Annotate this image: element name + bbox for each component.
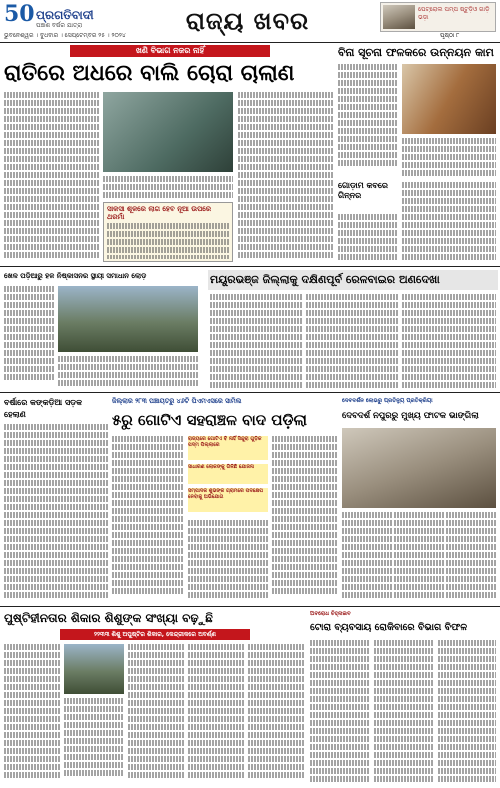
- story-kicker: ୨୨୩୩ ଶିଶୁ ଅପୁଷ୍ଟିର ଶିକାର, କେନ୍ଦ୍ରୀକରେ ଅବର୍ଣ୍ଣ: [60, 629, 250, 640]
- story-body: [338, 64, 398, 174]
- story-headline: ପୁଷ୍ଟିହୀନତାର ଶିକାର ଶିଶୁଙ୍କ ସଂଖ୍ୟା ବଢ଼ୁଛି: [4, 611, 213, 625]
- story-body: [188, 520, 268, 602]
- story-body: [310, 640, 370, 784]
- story-body: [402, 182, 496, 262]
- divider: [0, 606, 500, 607]
- masthead: [0, 0, 500, 42]
- story-body: [374, 640, 434, 784]
- divider: [0, 392, 500, 393]
- story-headline: ମୟୂରଭଞ୍ଜ ଜିଲ୍ଲାକୁ ଦକ୍ଷିଣପୂର୍ବ ରେଳବାଇର ଅଣଦେଖା: [210, 273, 440, 286]
- ad-photo: [383, 5, 415, 29]
- story-body: [112, 436, 184, 602]
- story-body: [394, 512, 444, 602]
- story-kicker: ଖଣି ବିଭାଗ ନଜର ନାହିଁ: [70, 45, 270, 57]
- story-body: [128, 644, 184, 784]
- story-body: [64, 698, 124, 784]
- story-body: [306, 294, 398, 388]
- story-headline: ୫ରୁ ଗୋଟିଏ ସହରାଞ୍ଚଳ ବାଦ ପଡ଼ିଲା: [112, 411, 307, 429]
- story-headline: ଗୋଡ଼ାମ କବରେ ଗିନ୍ନର: [338, 180, 388, 200]
- bullet-item: ସାଧାରଣ ଲୋକଙ୍କୁ ଗିଳିଛି ଯୋଜନା: [188, 464, 268, 484]
- story-headline: ବର୍ଷାରେ କଙ୍କଡ଼ିଆ ସଡ଼କ ହେଲାଣ: [4, 397, 83, 419]
- story-body: [188, 644, 244, 784]
- story-body: [342, 512, 392, 602]
- story-body: [272, 436, 338, 602]
- bullet-item: ରାଜ୍ୟରେ ଗୋଟିଏ ବି ନାହିଁ ସିନ୍ଦୁରା ଗୁଡ଼ିକ ପଦ୍ମ ପିଲ୍ଲାରେ: [188, 436, 268, 460]
- page-number: ପୃଷ୍ଠା ୮: [440, 32, 460, 39]
- story-body: [446, 512, 496, 602]
- story-body: [402, 294, 496, 388]
- story-body: [4, 92, 99, 262]
- bullet-box: [188, 436, 268, 516]
- divider: [0, 42, 500, 43]
- story-kicker: ଜିଲ୍ଲାର ୨୮୩ ପଞ୍ଚାୟତରୁ ୪୬ଟି ପିଏମଏସରେ ସାମିଲ: [112, 397, 242, 405]
- story-photo: [103, 92, 233, 172]
- story-headline: ଖେଳ ପଡ଼ିଆରୁ ହଳ ନିଷ୍କାସନର ସ୍ଥାୟୀ ସମାଧାନ ଲୋଡ଼: [4, 271, 147, 280]
- story-body: [238, 92, 333, 262]
- boxed-story-body: [107, 223, 229, 259]
- story-kicker: ଅବରୋଧ ଚିହ୍ନାଇବ: [310, 611, 351, 617]
- story-headline: ରାତିରେ ଅଧରେ ବାଲି ଚୋରା ଚାଲାଣ: [4, 60, 295, 86]
- story-body: [4, 644, 60, 784]
- dateline: ଭୁବନେଶ୍ୱର । ବୁଧବାର । ସେପ୍ଟେମ୍ବର ୨୫ । ୨୦୨୪: [4, 32, 126, 39]
- logo: 50: [4, 1, 35, 27]
- paper-name: ପ୍ରଗତିବାଦୀ: [36, 8, 94, 22]
- story-body: [338, 214, 398, 262]
- story-headline: ଦେବଦର୍ଶ ନପୁରରୁ ମୁଖ୍ୟ ଫାଟକ ଭାଙ୍ଗିଲା: [342, 411, 479, 421]
- story-headline: ଟୋରା ବ୍ୟବସାୟ ରୋକିବାରେ ବିଭାଗ ବିଫଳ: [310, 622, 468, 633]
- story-body: [4, 286, 54, 386]
- bullet-item: ସମ୍ପାଦକ ଶୁଭଙ୍କ ଗ୍ରାମରେ ପଦକ୍ଷେପ ନେବାକୁ ଅଭିଯୋଗ: [188, 488, 268, 512]
- section-title: ରାଜ୍ୟ ଖବର: [185, 6, 310, 35]
- divider: [0, 266, 500, 267]
- boxed-story: [103, 202, 233, 262]
- story-photo: [64, 644, 124, 694]
- story-body: [248, 644, 304, 784]
- story-body: [210, 294, 302, 388]
- story-photo: [58, 286, 198, 352]
- boxed-story-headline: ସାକସୀ ଶୂଳରେ ଲାଗ ହେବ ନୂଆ ଉପରେ ଥରମାଁ: [107, 204, 212, 221]
- story-photo: [342, 428, 496, 508]
- story-body: [402, 138, 496, 178]
- masthead-ad-text: ପେଟ୍ରୋଲ ପମ୍ପ ଷ୍ଟୁଡ଼ିଓ ଗାଡ଼ି ଭଡ଼ା: [418, 6, 490, 21]
- story-body: [58, 356, 198, 388]
- story-photo: [402, 64, 496, 134]
- story-body: [103, 176, 233, 198]
- story-kicker: ଦେବଦର୍ଶନ ଲୋଭରୁ ପ୍ରତିନ୍ୟୁ ପ୍ରତିକ୍ରିୟା: [342, 398, 433, 404]
- story-body: [4, 424, 108, 602]
- paper-tagline: ପଞ୍ଚାଶ ବର୍ଷର ଯାତ୍ରା: [36, 22, 83, 29]
- story-body: [438, 640, 496, 784]
- story-headline: ବିନା ସୂଚନା ଫଳକରେ ଉନ୍ନୟନ କାମ: [338, 46, 494, 59]
